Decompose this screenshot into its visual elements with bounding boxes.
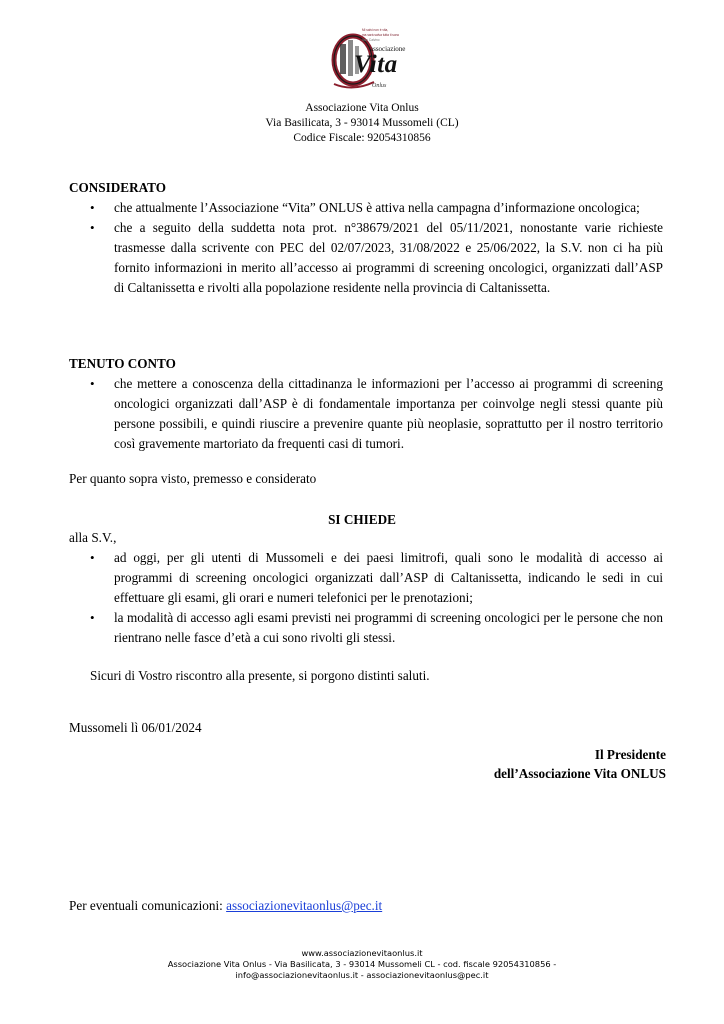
list-item: • la modalità di accesso agli esami previsti nei programmi di screening oncologici per le persone che non rientrano nelle fasce d’età a cui sono rivolti gli stessi. [0, 608, 663, 648]
si-chiede-list [0, 548, 724, 648]
footer-website: www.associazionevitaonlus.it [301, 948, 423, 958]
tenuto-conto-list [0, 374, 724, 454]
recipient-text: alla S.V., [69, 530, 117, 545]
list-item: • che a seguito della suddetta nota prot. n°38679/2021 del 05/11/2021, nonostante varie richieste trasmesse dalla scrivente con PEC del 02/07/2023, 31/08/2022 e 25/06/2022, la S.V. non ci ha più fornito informazioni in merito all’accesso ai programmi di screening oncologici, organizzati dall’ASP di Caltanissetta e rivolti alla popolazione residente nella provincia di Caltanissetta. [0, 218, 663, 298]
communications-line [69, 898, 382, 914]
header-org-name: Associazione Vita Onlus [305, 102, 419, 114]
pec-email-link[interactable]: associazionevitaonlus@pec.it [226, 898, 383, 913]
header-fiscal-code: Codice Fiscale: 92054310856 [293, 132, 431, 144]
logo-assoc-word: associazione [370, 45, 406, 53]
logo-name: Vita [354, 51, 398, 78]
association-logo [318, 26, 408, 96]
list-item: • ad oggi, per gli utenti di Mussomeli e dei paesi limitrofi, quali sono le modalità di accesso ai programmi di screening oncologici organizzati dall’ASP di Caltanissetta, indicando le sedi in cui effettuare gli esami, gli orari e numeri telefonici per le prenotazioni; [0, 548, 663, 608]
logo-quote-line-2: ma sarà salva tutta ti sono [362, 33, 400, 37]
signature-block [494, 745, 666, 783]
premise-text: Per quanto sopra visto, premesso e considerato [69, 471, 317, 486]
place-date: Mussomeli lì 06/01/2024 [69, 720, 202, 735]
si-chiede-heading: SI CHIEDE [328, 512, 396, 527]
tenuto-conto-heading: TENUTO CONTO [69, 356, 176, 371]
page-footer [0, 948, 724, 981]
footer-address: Associazione Vita Onlus - Via Basilicata, 3 - 93014 Mussomeli CL - cod. fiscale 92054310856 - [167, 959, 557, 969]
list-item: • che attualmente l’Associazione “Vita” ONLUS è attiva nella campagna d’informazione oncologica; [0, 198, 663, 218]
logo-quote-line-1: Mi salvi non è vita, [362, 28, 389, 32]
signature-org: dell’Associazione Vita ONLUS [493, 766, 666, 781]
closing-text: Sicuri di Vostro riscontro alla presente, si porgono distinti saluti. [90, 668, 430, 683]
logo-quote-author: Italo Calvino [362, 38, 380, 42]
logo-suffix: Onlus [372, 83, 387, 89]
signature-title: Il Presidente [594, 747, 666, 762]
considerato-list [0, 198, 724, 298]
considerato-heading: CONSIDERATO [69, 180, 166, 195]
list-item: • che mettere a conoscenza della cittadinanza le informazioni per l’accesso ai programmi di screening oncologici organizzati dall’ASP è di fondamentale importanza per coinvolge negli stessi quante più persone possibili, e quindi riuscire a prevenire quante più neoplasie, soprattutto per il nostro territorio così gravemente martoriato da frequenti casi di tumori. [0, 374, 663, 454]
header-address: Via Basilicata, 3 - 93014 Mussomeli (CL) [265, 117, 459, 129]
communications-label: Per eventuali comunicazioni: [69, 898, 227, 913]
footer-emails: info@associazionevitaonlus.it - associazionevitaonlus@pec.it [235, 970, 489, 980]
